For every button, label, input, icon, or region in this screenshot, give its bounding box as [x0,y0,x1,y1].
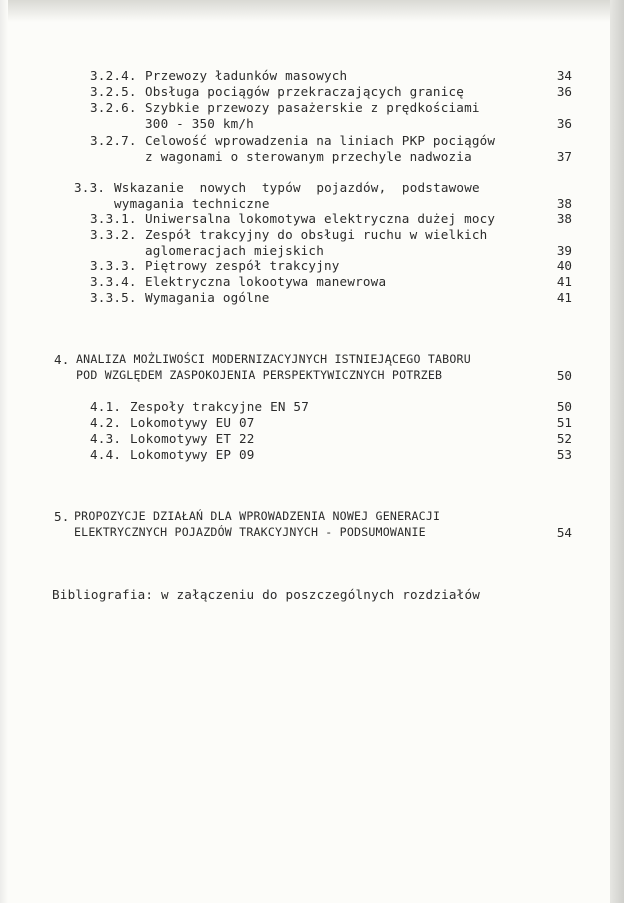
toc-entry-number: 3.3.1. [90,211,137,226]
toc-entry-number: 3.2.4. [90,68,137,83]
toc-entry-title: Wskazanie nowych typów pojazdów, podstawowe [114,180,480,195]
toc-entry-number: 3.3.3. [90,258,137,273]
toc-entry-title-cont: 300 - 350 km/h [145,116,254,131]
toc-entry-title: Szybkie przewozy pasażerskie z prędkościami [145,100,480,115]
toc-entry-title: Piętrowy zespół trakcyjny [145,258,340,273]
toc-entry-number: 4.2. [90,415,122,430]
toc-entry-title: Lokomotywy EP 09 [130,447,255,462]
toc-chapter-title-cont: POD WZGLĘDEM ZASPOKOJENIA PERSPEKTYWICZNYCH POTRZEB [76,368,443,382]
toc-entry-page: 50 [556,368,572,383]
toc-entry-page: 39 [556,243,572,258]
toc-entry-page: 38 [556,211,572,226]
toc-entry-number: 3.2.5. [90,84,137,99]
toc-entry-number: 4.1. [90,399,122,414]
toc-entry-number: 3.3.2. [90,227,137,242]
bibliography-note: Bibliografia: w załączeniu do poszczególnych rozdziałów [52,587,481,602]
toc-entry-page: 51 [556,415,572,430]
toc-entry-page: 36 [556,84,572,99]
toc-entry-title: Obsługa pociągów przekraczających granicę [145,84,465,99]
toc-entry-page: 50 [556,399,572,414]
toc-entry-title: Lokomotywy EU 07 [130,415,255,430]
toc-entry-number: 3.3. [74,180,106,195]
toc-entry-page: 37 [556,149,572,164]
toc-entry-number: 3.3.4. [90,274,137,289]
toc-entry-number: 4.3. [90,431,122,446]
toc-entry-page: 40 [556,258,572,273]
toc-chapter-title: PROPOZYCJE DZIAŁAŃ DLA WPROWADZENIA NOWEJ GENERACJI [74,509,441,523]
toc-chapter-number: 5. [54,509,70,524]
toc-entry-number: 3.2.7. [90,133,137,148]
toc-entry-title-cont: aglomeracjach miejskich [145,243,324,258]
toc-entry-page: 53 [556,447,572,462]
toc-entry-title: Przewozy ładunków masowych [145,68,348,83]
toc-entry-title: Zespół trakcyjny do obsługi ruchu w wielkich [145,227,488,242]
toc-entry-title: Celowość wprowadzenia na liniach PKP pociągów [145,133,496,148]
toc-chapter-number: 4. [54,352,70,367]
toc-entry-title: Uniwersalna lokomotywa elektryczna dużej mocy [145,211,496,226]
toc-entry-number: 3.2.6. [90,100,137,115]
toc-entry-page: 36 [556,116,572,131]
toc-chapter-title: ANALIZA MOŻLIWOŚCI MODERNIZACYJNYCH ISTNIEJĄCEGO TABORU [76,352,471,366]
toc-entry-title: Lokomotywy ET 22 [130,431,255,446]
toc-entry-page: 54 [556,525,572,540]
toc-chapter-title-cont: ELEKTRYCZNYCH POJAZDÓW TRAKCYJNYCH - PODSUMOWANIE [74,525,426,539]
toc-entry-page: 41 [556,290,572,305]
toc-entry-page: 34 [556,68,572,83]
toc-entry-title: Zespoły trakcyjne EN 57 [130,399,309,414]
toc-entry-title: Wymagania ogólne [145,290,270,305]
toc-entry-page: 41 [556,274,572,289]
toc-entry-number: 4.4. [90,447,122,462]
toc-entry-page: 52 [556,431,572,446]
toc-entry-title-cont: z wagonami o sterowanym przechyle nadwozia [145,149,472,164]
toc-entry-title: Elektryczna lokootywa manewrowa [145,274,387,289]
toc-entry-page: 38 [556,196,572,211]
toc-entry-number: 3.3.5. [90,290,137,305]
toc-entry-title-cont: wymagania techniczne [114,196,270,211]
